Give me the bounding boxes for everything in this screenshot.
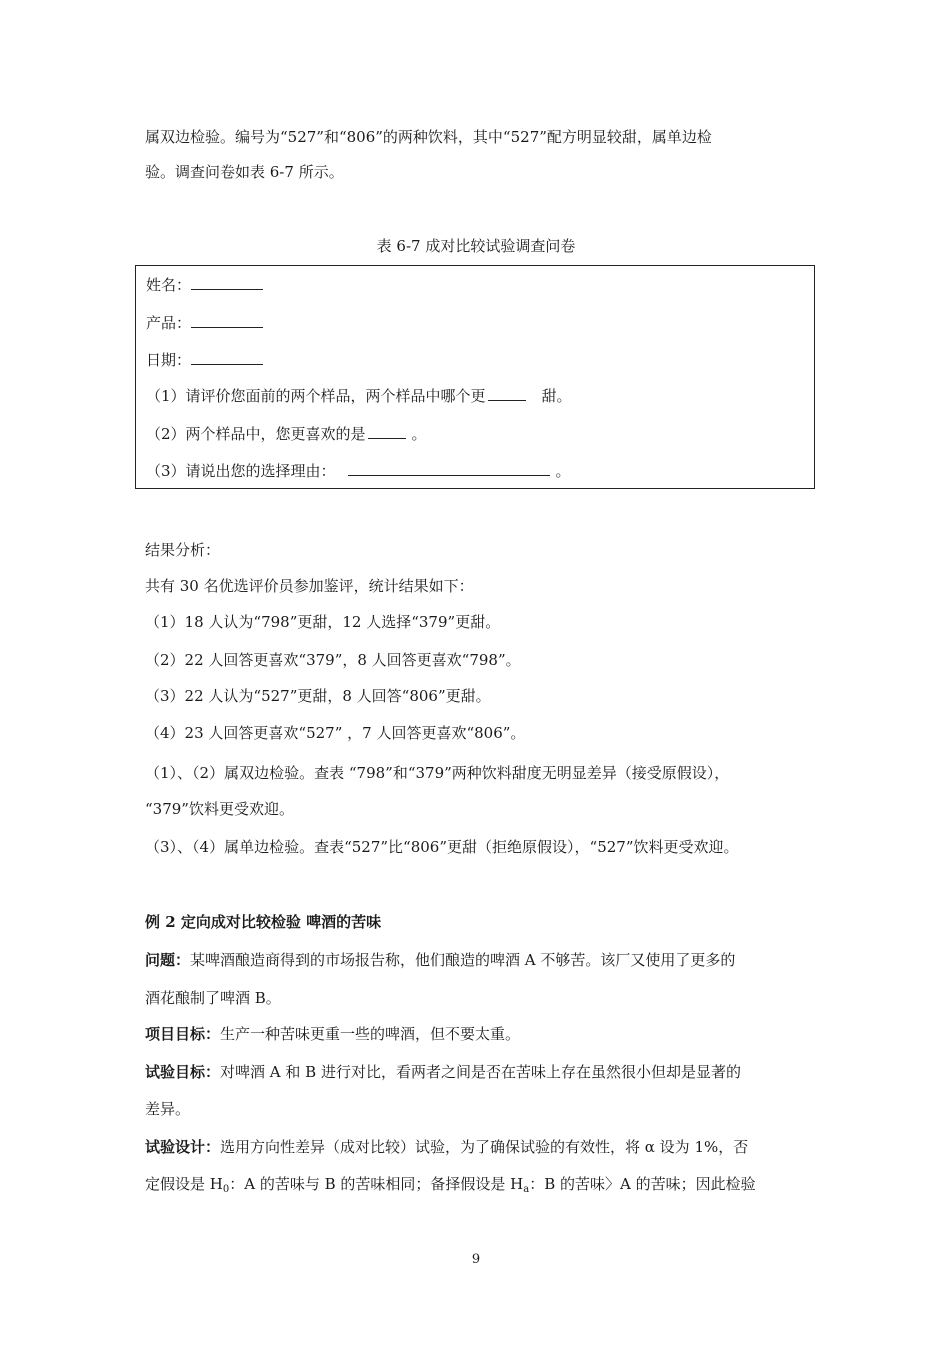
question-3-blank [348,461,550,476]
problem-text: 某啤酒酿造商得到的市场报告称，他们酿造的啤酒 A 不够苦。该厂又使用了更多的 [190,951,736,969]
conclusion-2: （3）、（4）属单边检验。查表“527”比“806”更甜（拒绝原假设），“527”饮料更受欢迎。 [145,838,739,856]
questionnaire-box [135,265,815,489]
intro-line-2: 验。调查问卷如表 6-7 所示。 [145,163,344,181]
product-row [146,313,263,333]
design-line-1 [145,1137,748,1157]
ha-subscript: a [523,1184,530,1195]
conclusion-1-line-1: （1）、（2）属双边检验。查表 “798”和“379”两种饮料甜度无明显差异（接受原假设）， [145,764,730,782]
question-2-blank [368,424,406,439]
test-goal-text: 对啤酒 A 和 B 进行对比，看两者之间是否在苦味上存在虽然很小但却是显著的 [220,1063,741,1081]
test-goal-line-2: 差异。 [145,1100,191,1118]
question-2-suffix: 。 [411,425,427,443]
page-number: 9 [471,1252,481,1267]
project-goal-line [145,1024,520,1044]
question-2-text: （2）两个样品中，您更喜欢的是 [146,425,366,443]
name-label: 姓名： [146,276,192,294]
problem-line-1 [145,950,735,970]
h0-subscript: 0 [222,1184,230,1195]
results-intro: 共有 30 名优选评价员参加鉴评，统计结果如下： [145,577,474,595]
results-heading: 结果分析： [145,541,221,559]
table-caption: 表 6-7 成对比较试验调查问卷 [376,237,576,255]
name-blank [191,275,263,290]
question-1-blank [488,386,526,401]
design-text-part-c: ：B 的苦味〉A 的苦味；因此检验 [529,1175,756,1193]
problem-label: 问题： [145,951,191,969]
question-3-row [146,461,571,481]
test-goal-line-1 [145,1062,741,1082]
project-goal-label: 项目目标： [145,1025,221,1043]
result-item: （3）22 人认为“527”更甜，8 人回答“806”更甜。 [145,687,491,705]
question-3-suffix: 。 [555,462,571,480]
product-label: 产品： [146,314,192,332]
design-text-part-a: 定假设是 H [145,1175,223,1193]
question-1-suffix: 甜。 [541,387,572,405]
result-item: （2）22 人回答更喜欢“379”，8 人回答更喜欢“798”。 [145,651,521,669]
project-goal-text: 生产一种苦味更重一些的啤酒，但不要太重。 [220,1025,521,1043]
question-1-row [146,386,572,406]
name-row [146,275,263,295]
design-line-2 [145,1174,756,1194]
design-text-part-b: ：A 的苦味与 B 的苦味相同；备择假设是 H [229,1175,524,1193]
question-2-row [146,424,427,444]
question-3-text: （3）请说出您的选择理由： [146,462,336,480]
date-label: 日期： [146,351,192,369]
date-row [146,350,263,370]
problem-line-2: 酒花酿制了啤酒 B。 [145,989,281,1007]
design-text: 选用方向性差异（成对比较）试验，为了确保试验的有效性，将 α 设为 1%，否 [220,1138,749,1156]
test-goal-label: 试验目标： [145,1063,221,1081]
question-1-text: （1）请评价您面前的两个样品，两个样品中哪个更 [146,387,486,405]
example-2-heading: 例 2 定向成对比较检验 啤酒的苦味 [145,913,382,931]
design-label: 试验设计： [145,1138,221,1156]
date-blank [191,350,263,365]
result-item: （4）23 人回答更喜欢“527” ，7 人回答更喜欢“806”。 [145,724,526,742]
result-item: （1）18 人认为“798”更甜，12 人选择“379”更甜。 [145,613,501,631]
conclusion-1-line-2: “379”饮料更受欢迎。 [145,800,294,818]
product-blank [191,313,263,328]
intro-line-1: 属双边检验。编号为“527”和“806”的两种饮料，其中“527”配方明显较甜，属单边检 [145,128,712,146]
